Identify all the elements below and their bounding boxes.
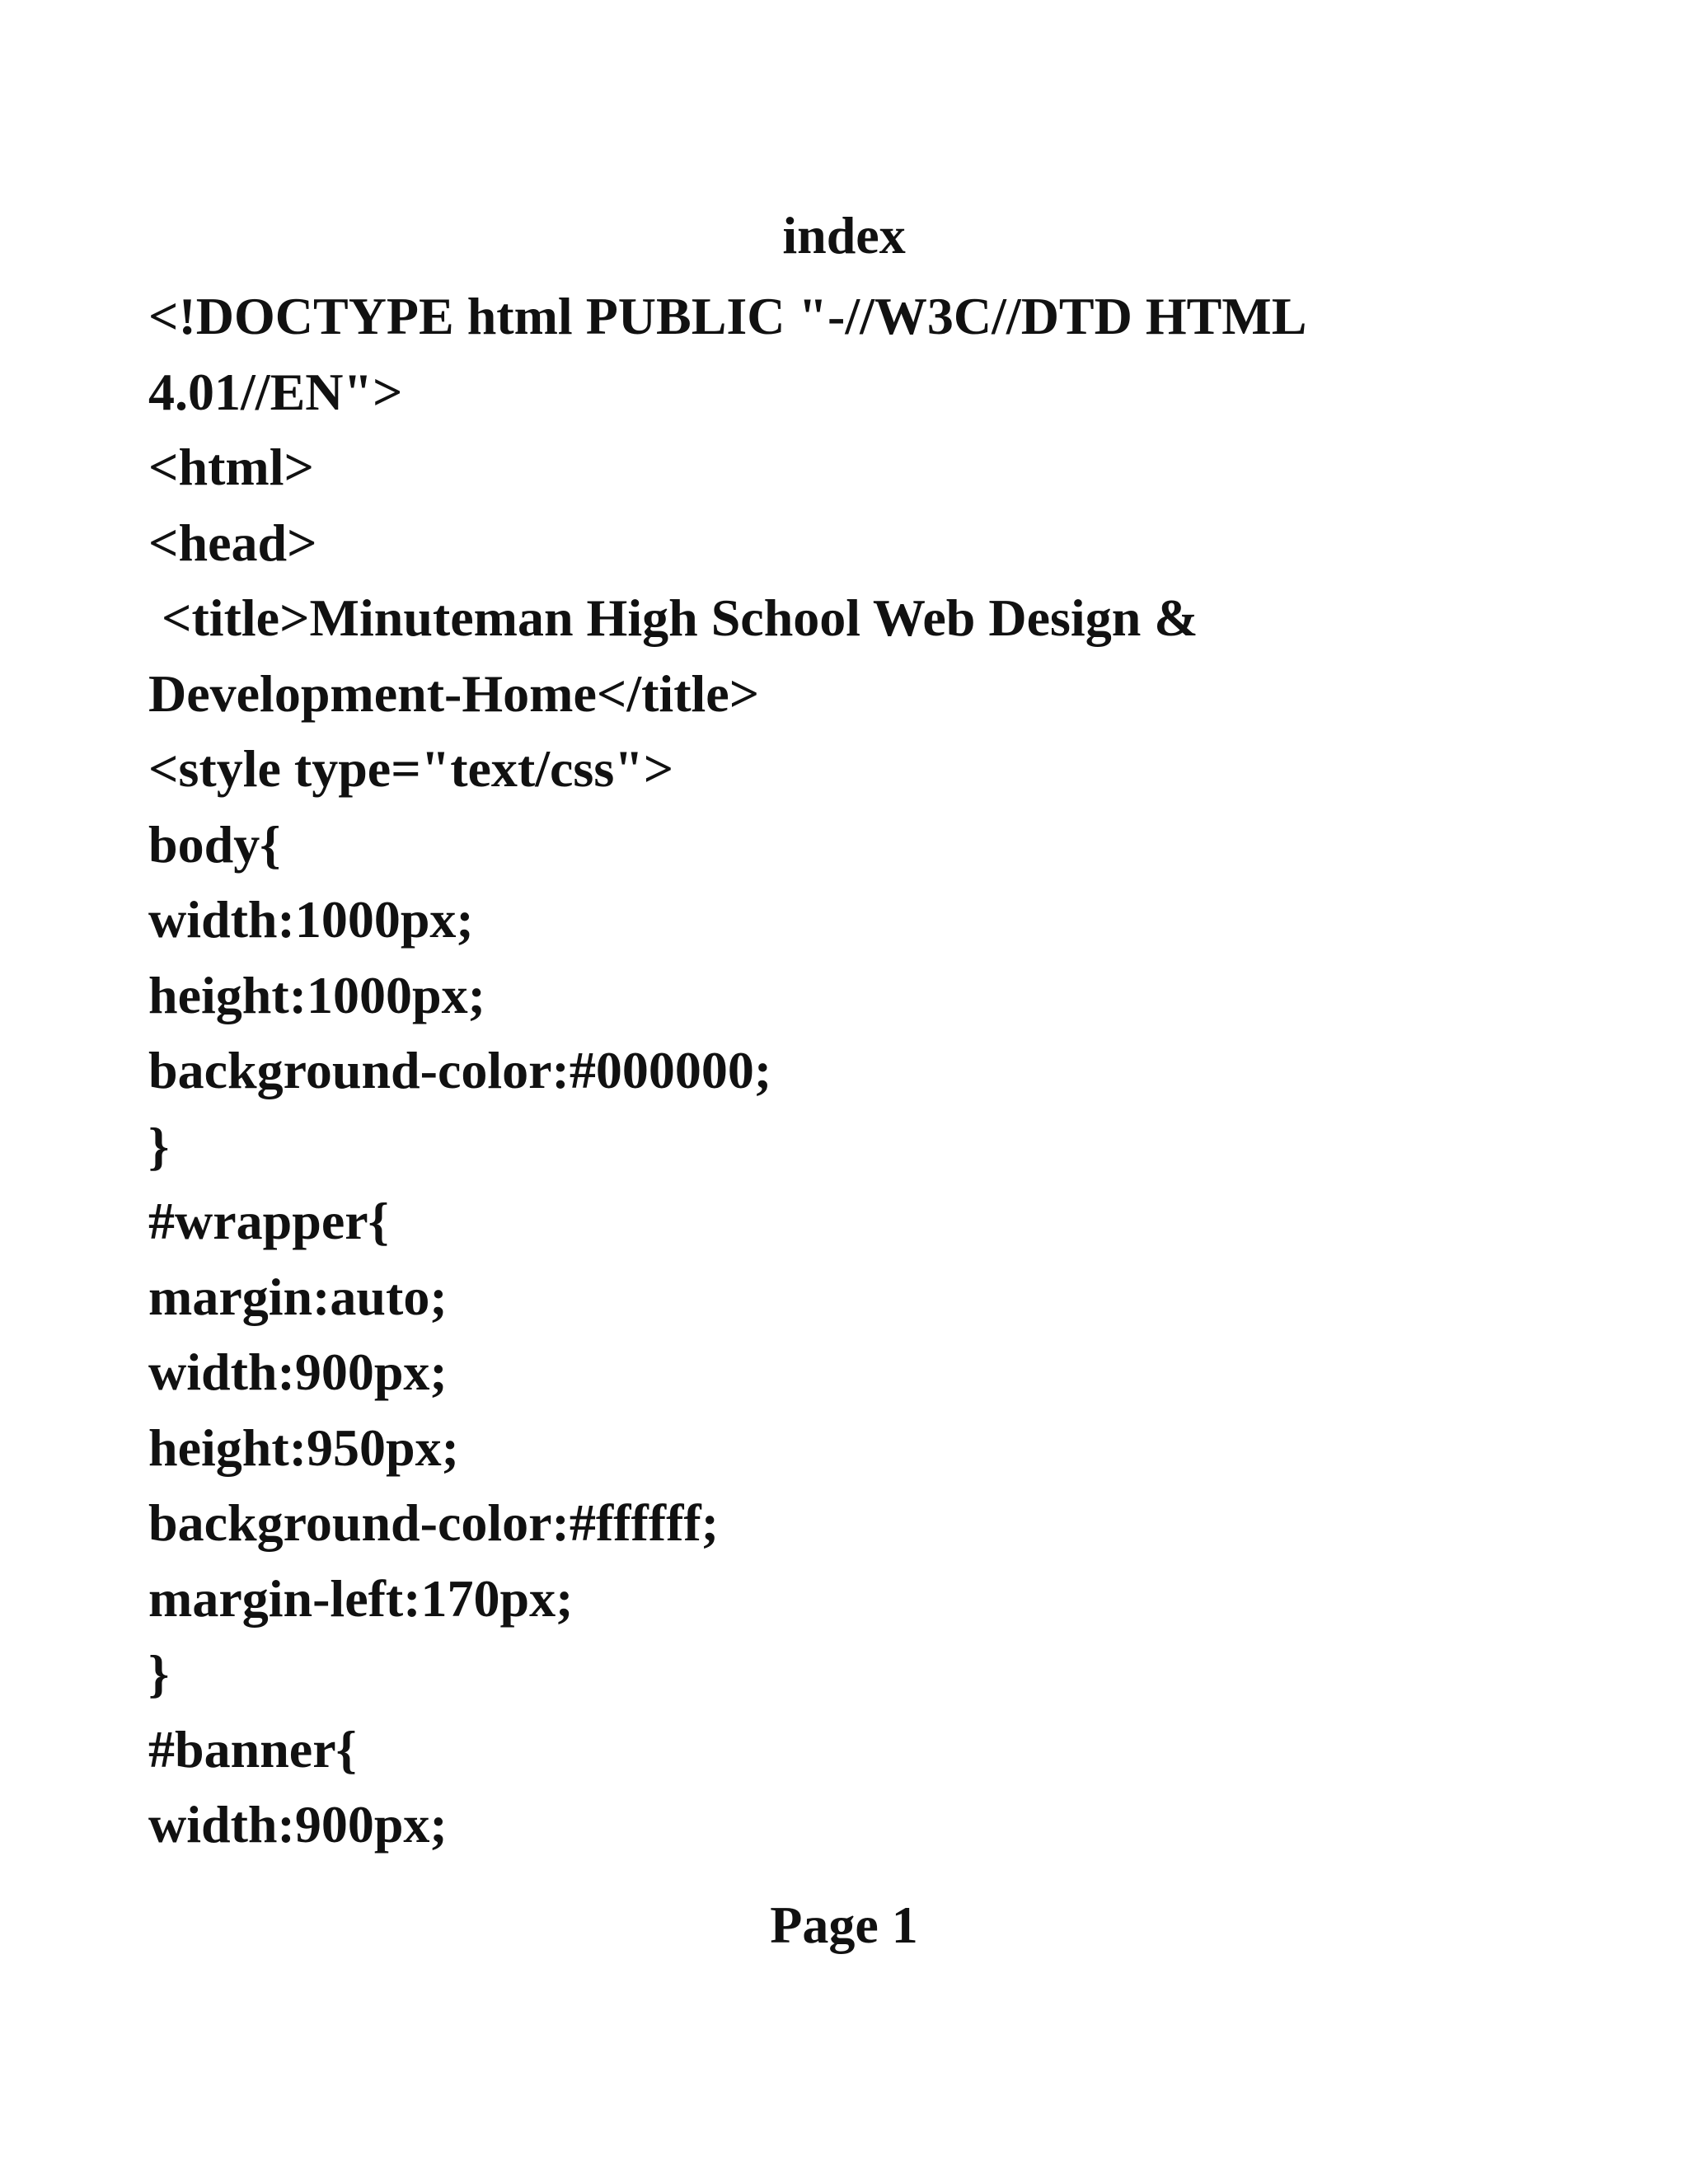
code-line: body{ — [148, 814, 281, 874]
code-line: 4.01//EN"> — [148, 362, 403, 421]
code-line: margin:auto; — [148, 1267, 448, 1326]
page-number: Page 1 — [770, 1896, 918, 1954]
code-line: margin-left:170px; — [148, 1568, 574, 1628]
code-line: background-color:#000000; — [148, 1041, 772, 1099]
code-line: width:900px; — [148, 1795, 448, 1854]
page-header-title: index — [782, 206, 906, 265]
code-line: } — [148, 1116, 170, 1175]
code-line: height:1000px; — [148, 965, 485, 1024]
code-line: Development-Home</title> — [148, 663, 760, 723]
code-line: } — [148, 1644, 170, 1703]
code-line: background-color:#ffffff; — [148, 1493, 720, 1552]
code-line: <head> — [148, 513, 317, 572]
code-line: #banner{ — [148, 1719, 357, 1779]
code-line: width:1000px; — [148, 890, 474, 949]
code-line: height:950px; — [148, 1418, 459, 1477]
code-line: width:900px; — [148, 1343, 448, 1401]
code-line: <title>Minuteman High School Web Design & — [148, 588, 1198, 647]
code-line: <html> — [148, 438, 314, 496]
code-line: <style type="text/css"> — [148, 739, 674, 798]
code-line: #wrapper{ — [148, 1192, 389, 1250]
code-line: <!DOCTYPE html PUBLIC "-//W3C//DTD HTML — [148, 287, 1307, 345]
code-listing — [148, 279, 1615, 1863]
